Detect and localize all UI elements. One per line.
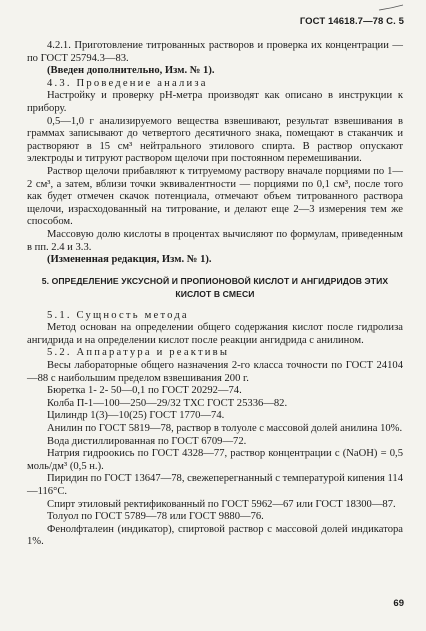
item-aniline: Анилин по ГОСТ 5819—78, раствор в толуоле с массовой долей анилина 10%. — [47, 423, 403, 435]
item-phenolphthalein: Фенолфталеин (индикатор), спиртовой раствор с массовой долей индикатора 1%. — [27, 523, 403, 548]
paragraph-titration: Раствор щелочи прибавляют к титруемому раствору вначале порциями по 1—2 см³, а затем, вблизи точки эквивалентности — порциями по 0,1 см³, после того как будет отмечен скачок потенциала, отмечают объем титрованного раствора щелочи, израсходованный на титрование, и делают еще 2—3 измерения тем же способом. — [27, 165, 403, 228]
paragraph-method-basis: Метод основан на определении общего содержания кислот после гидролиза ангидрида и на определении кислот после реакции ангидрида с анилином. — [27, 322, 403, 346]
item-cylinder: Цилиндр 1(3)—10(25) ГОСТ 1770—74. — [47, 410, 225, 422]
item-ethanol: Спирт этиловый ректификованный по ГОСТ 5962—67 или ГОСТ 18300—87. — [47, 498, 396, 510]
subsection-heading-5-1: 5.1. Сущность метода — [47, 309, 189, 321]
pen-mark-decoration — [378, 4, 404, 12]
item-flask: Колба П-1—100—250—29/32 ТХС ГОСТ 25336—82. — [47, 397, 288, 409]
paragraph-weighing: 0,5—1,0 г анализируемого вещества взвешивают, результат взвешивания в граммах записывают до четвертого десятичного знака, помещают в стаканчик и растворяют в 15 см³ нейтрального этилового спирта. В раствор опускают электроды и титруют раствором щелочи при постоянном перемешивании. — [27, 115, 403, 165]
paragraph-mass-fraction: Массовую долю кислоты в процентах вычисляют по формулам, приведенным в пп. 2.4 и 3.3. — [27, 228, 403, 253]
item-burette: Бюретка 1- 2- 50—0,1 по ГОСТ 20292—74. — [47, 385, 242, 397]
paragraph-ph-meter: Настройку и проверку рН-метра производят как описано в инструкции к прибору. — [27, 90, 403, 114]
paragraph-4-2-1: 4.2.1. Приготовление титрованных растворов и проверка их концентрации — по ГОСТ 25794.3—83. — [27, 40, 403, 64]
item-pyridine: Пиридин по ГОСТ 13647—78, свежеперегнанный с температурой кипения 114—116°С. — [27, 473, 403, 497]
amendment-note: (Измененная редакция, Изм. № 1). — [47, 254, 212, 266]
section-title-5: 5. ОПРЕДЕЛЕНИЕ УКСУСНОЙ И ПРОПИОНОВОЙ КИСЛОТ И АНГИДРИДОВ ЭТИХ КИСЛОТ В СМЕСИ — [41, 275, 389, 299]
subsection-heading-4-3: 4.3. Проведение анализа — [47, 77, 208, 89]
page-number: 69 — [393, 598, 404, 609]
item-toluene: Толуол по ГОСТ 5789—78 или ГОСТ 9880—76. — [47, 511, 264, 523]
amendment-note: (Введен дополнительно, Изм. № 1). — [47, 65, 215, 77]
item-sodium-hydroxide: Натрия гидроокись по ГОСТ 4328—77, раствор концентрации с (NaOH) = 0,5 моль/дм³ (0,5 н.). — [27, 448, 403, 472]
page-header: ГОСТ 14618.7—78 С. 5 — [299, 16, 404, 27]
item-scales: Весы лабораторные общего назначения 2-го класса точности по ГОСТ 24104—88 с наибольшим пределом взвешивания 200 г. — [27, 360, 403, 384]
document-body — [27, 40, 403, 549]
subsection-heading-5-2: 5.2. Аппаратура и реактивы — [47, 347, 230, 359]
item-water: Вода дистиллированная по ГОСТ 6709—72. — [47, 435, 247, 447]
